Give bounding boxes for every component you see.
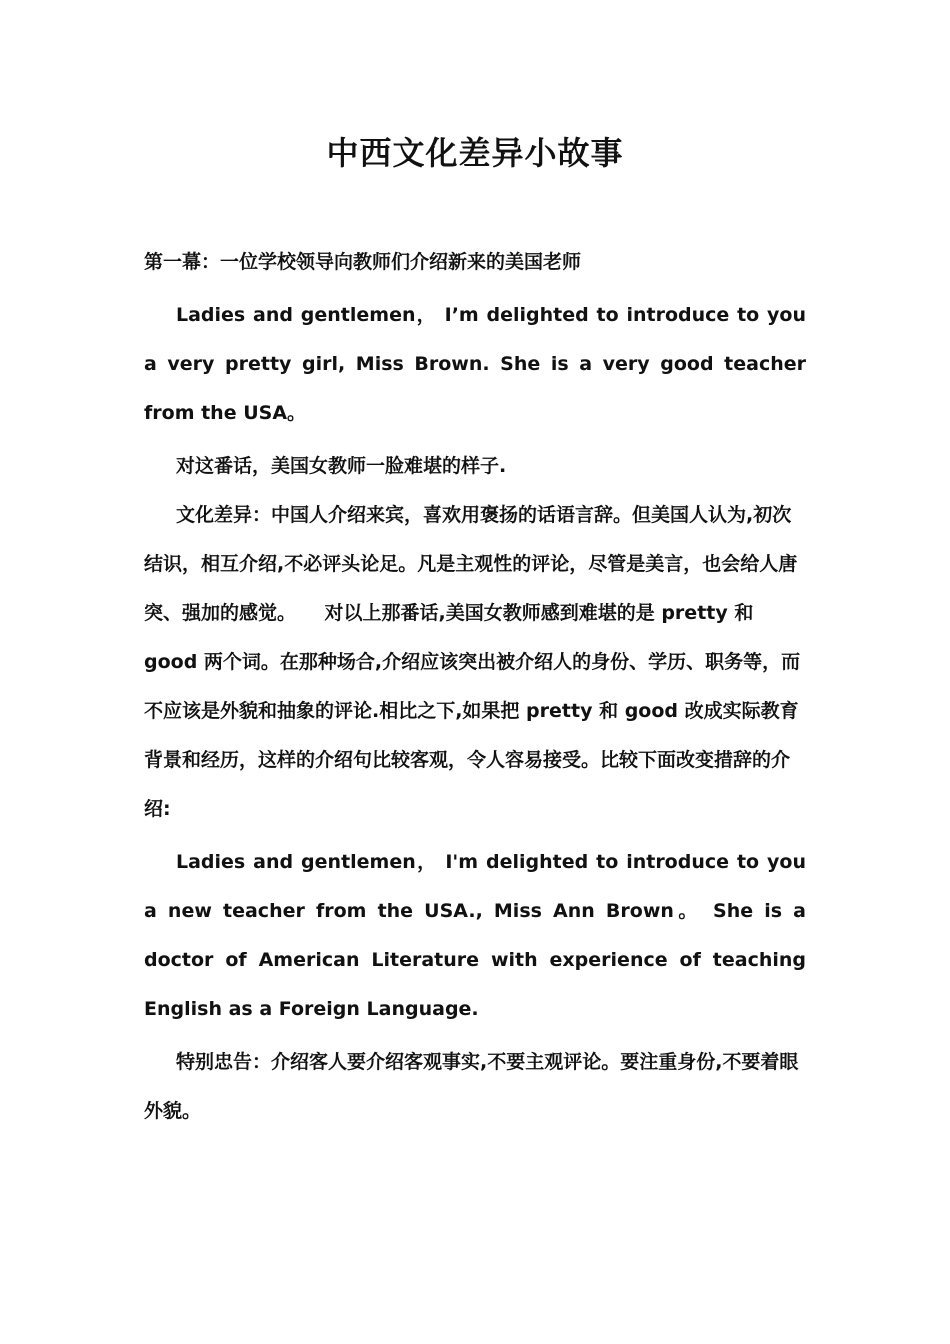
revised-speech-paragraph: Ladies and gentlemen， I'm delighted to introduce to you a new teacher from the USA., Miss Ann Brown。 She is a doctor of American Literature with experience of teaching English as a Foreign Language. <box>144 851 806 1020</box>
document-body <box>144 238 806 1136</box>
reaction-paragraph: 对这番话，美国女教师一脸难堪的样子. <box>176 455 507 477</box>
act-heading: 第一幕：一位学校领导向教师们介绍新来的美国老师 <box>144 251 582 273</box>
document-title: 中西文化差异小故事 <box>326 134 624 173</box>
intro-speech-paragraph: Ladies and gentlemen， I’m delighted to introduce to you a very pretty girl, Miss Brown. She is a very good teacher from the USA。 <box>144 304 806 424</box>
cultural-difference-paragraph: 文化差异：中国人介绍来宾，喜欢用褒扬的话语言辞。但美国人认为,初次结识，相互介绍,不必评头论足。凡是主观性的评论，尽管是美言，也会给人唐突、强加的感觉。 对以上那番话,美国女教师感到难堪的是 pretty 和 good 两个词。在那种场合,介绍应该突出被介绍人的身份、学历、职务等，而不应该是外貌和抽象的评论.相比之下,如果把 pretty 和 good 改成实际教育背景和经历，这样的介绍句比较客观，令人容易接受。比较下面改变措辞的介绍: <box>144 504 801 820</box>
special-advice-paragraph: 特别忠告：介绍客人要介绍客观事实,不要主观评论。要注重身份,不要着眼外貌。 <box>144 1051 799 1122</box>
